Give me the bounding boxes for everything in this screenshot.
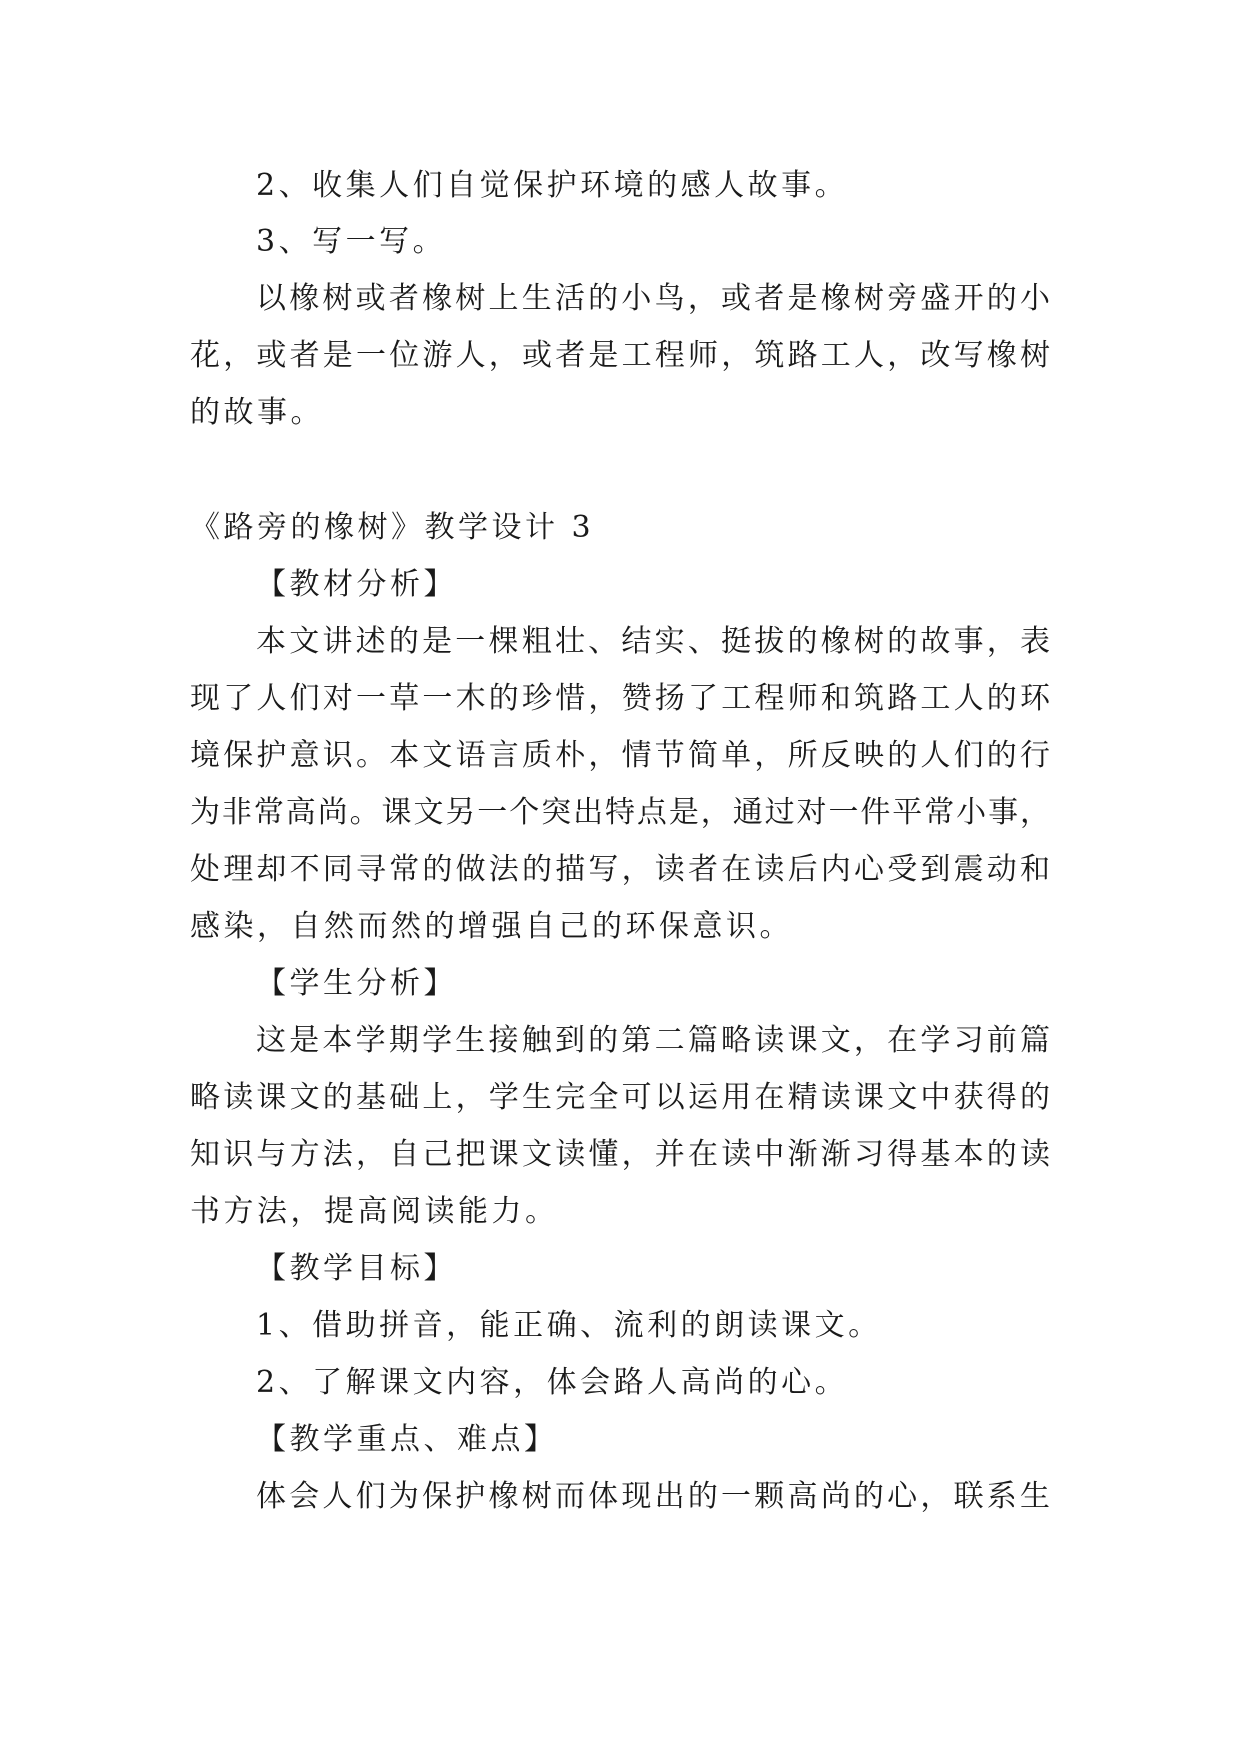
text-line: 3、写一写。 <box>256 224 447 259</box>
text-line: 花，或者是一位游人，或者是工程师，筑路工人，改写橡树 <box>190 338 1050 373</box>
text-line: 现了人们对一草一木的珍惜，赞扬了工程师和筑路工人的环 <box>190 681 1050 716</box>
text-line: 处理却不同寻常的做法的描写，读者在读后内心受到震动和 <box>190 852 1050 887</box>
section-heading: 【教学目标】 <box>256 1251 457 1286</box>
section-heading: 【教学重点、难点】 <box>256 1422 558 1457</box>
text-line: 这是本学期学生接触到的第二篇略读课文，在学习前篇 <box>256 1023 1050 1058</box>
section-heading: 【教材分析】 <box>256 567 457 602</box>
text-line: 以橡树或者橡树上生活的小鸟，或者是橡树旁盛开的小 <box>256 281 1050 316</box>
text-line: 体会人们为保护橡树而体现出的一颗高尚的心，联系生 <box>256 1479 1050 1514</box>
text-line: 境保护意识。本文语言质朴，情节简单，所反映的人们的行 <box>190 738 1050 773</box>
text-line: 本文讲述的是一棵粗壮、结实、挺拔的橡树的故事，表 <box>256 624 1050 659</box>
section-title: 《路旁的橡树》教学设计 3 <box>190 510 595 545</box>
text-line: 2、了解课文内容，体会路人高尚的心。 <box>256 1365 849 1400</box>
text-line: 为非常高尚。课文另一个突出特点是，通过对一件平常小事， <box>190 795 1050 830</box>
section-heading: 【学生分析】 <box>256 966 457 1001</box>
text-line: 略读课文的基础上，学生完全可以运用在精读课文中获得的 <box>190 1080 1050 1115</box>
text-line: 知识与方法，自己把课文读懂，并在读中渐渐习得基本的读 <box>190 1137 1050 1172</box>
text-line: 2、收集人们自觉保护环境的感人故事。 <box>256 168 849 203</box>
text-line: 感染，自然而然的增强自己的环保意识。 <box>190 909 793 944</box>
text-line: 1、借助拼音，能正确、流利的朗读课文。 <box>256 1308 882 1343</box>
text-line: 的故事。 <box>190 395 324 430</box>
text-line: 书方法，提高阅读能力。 <box>190 1194 559 1229</box>
